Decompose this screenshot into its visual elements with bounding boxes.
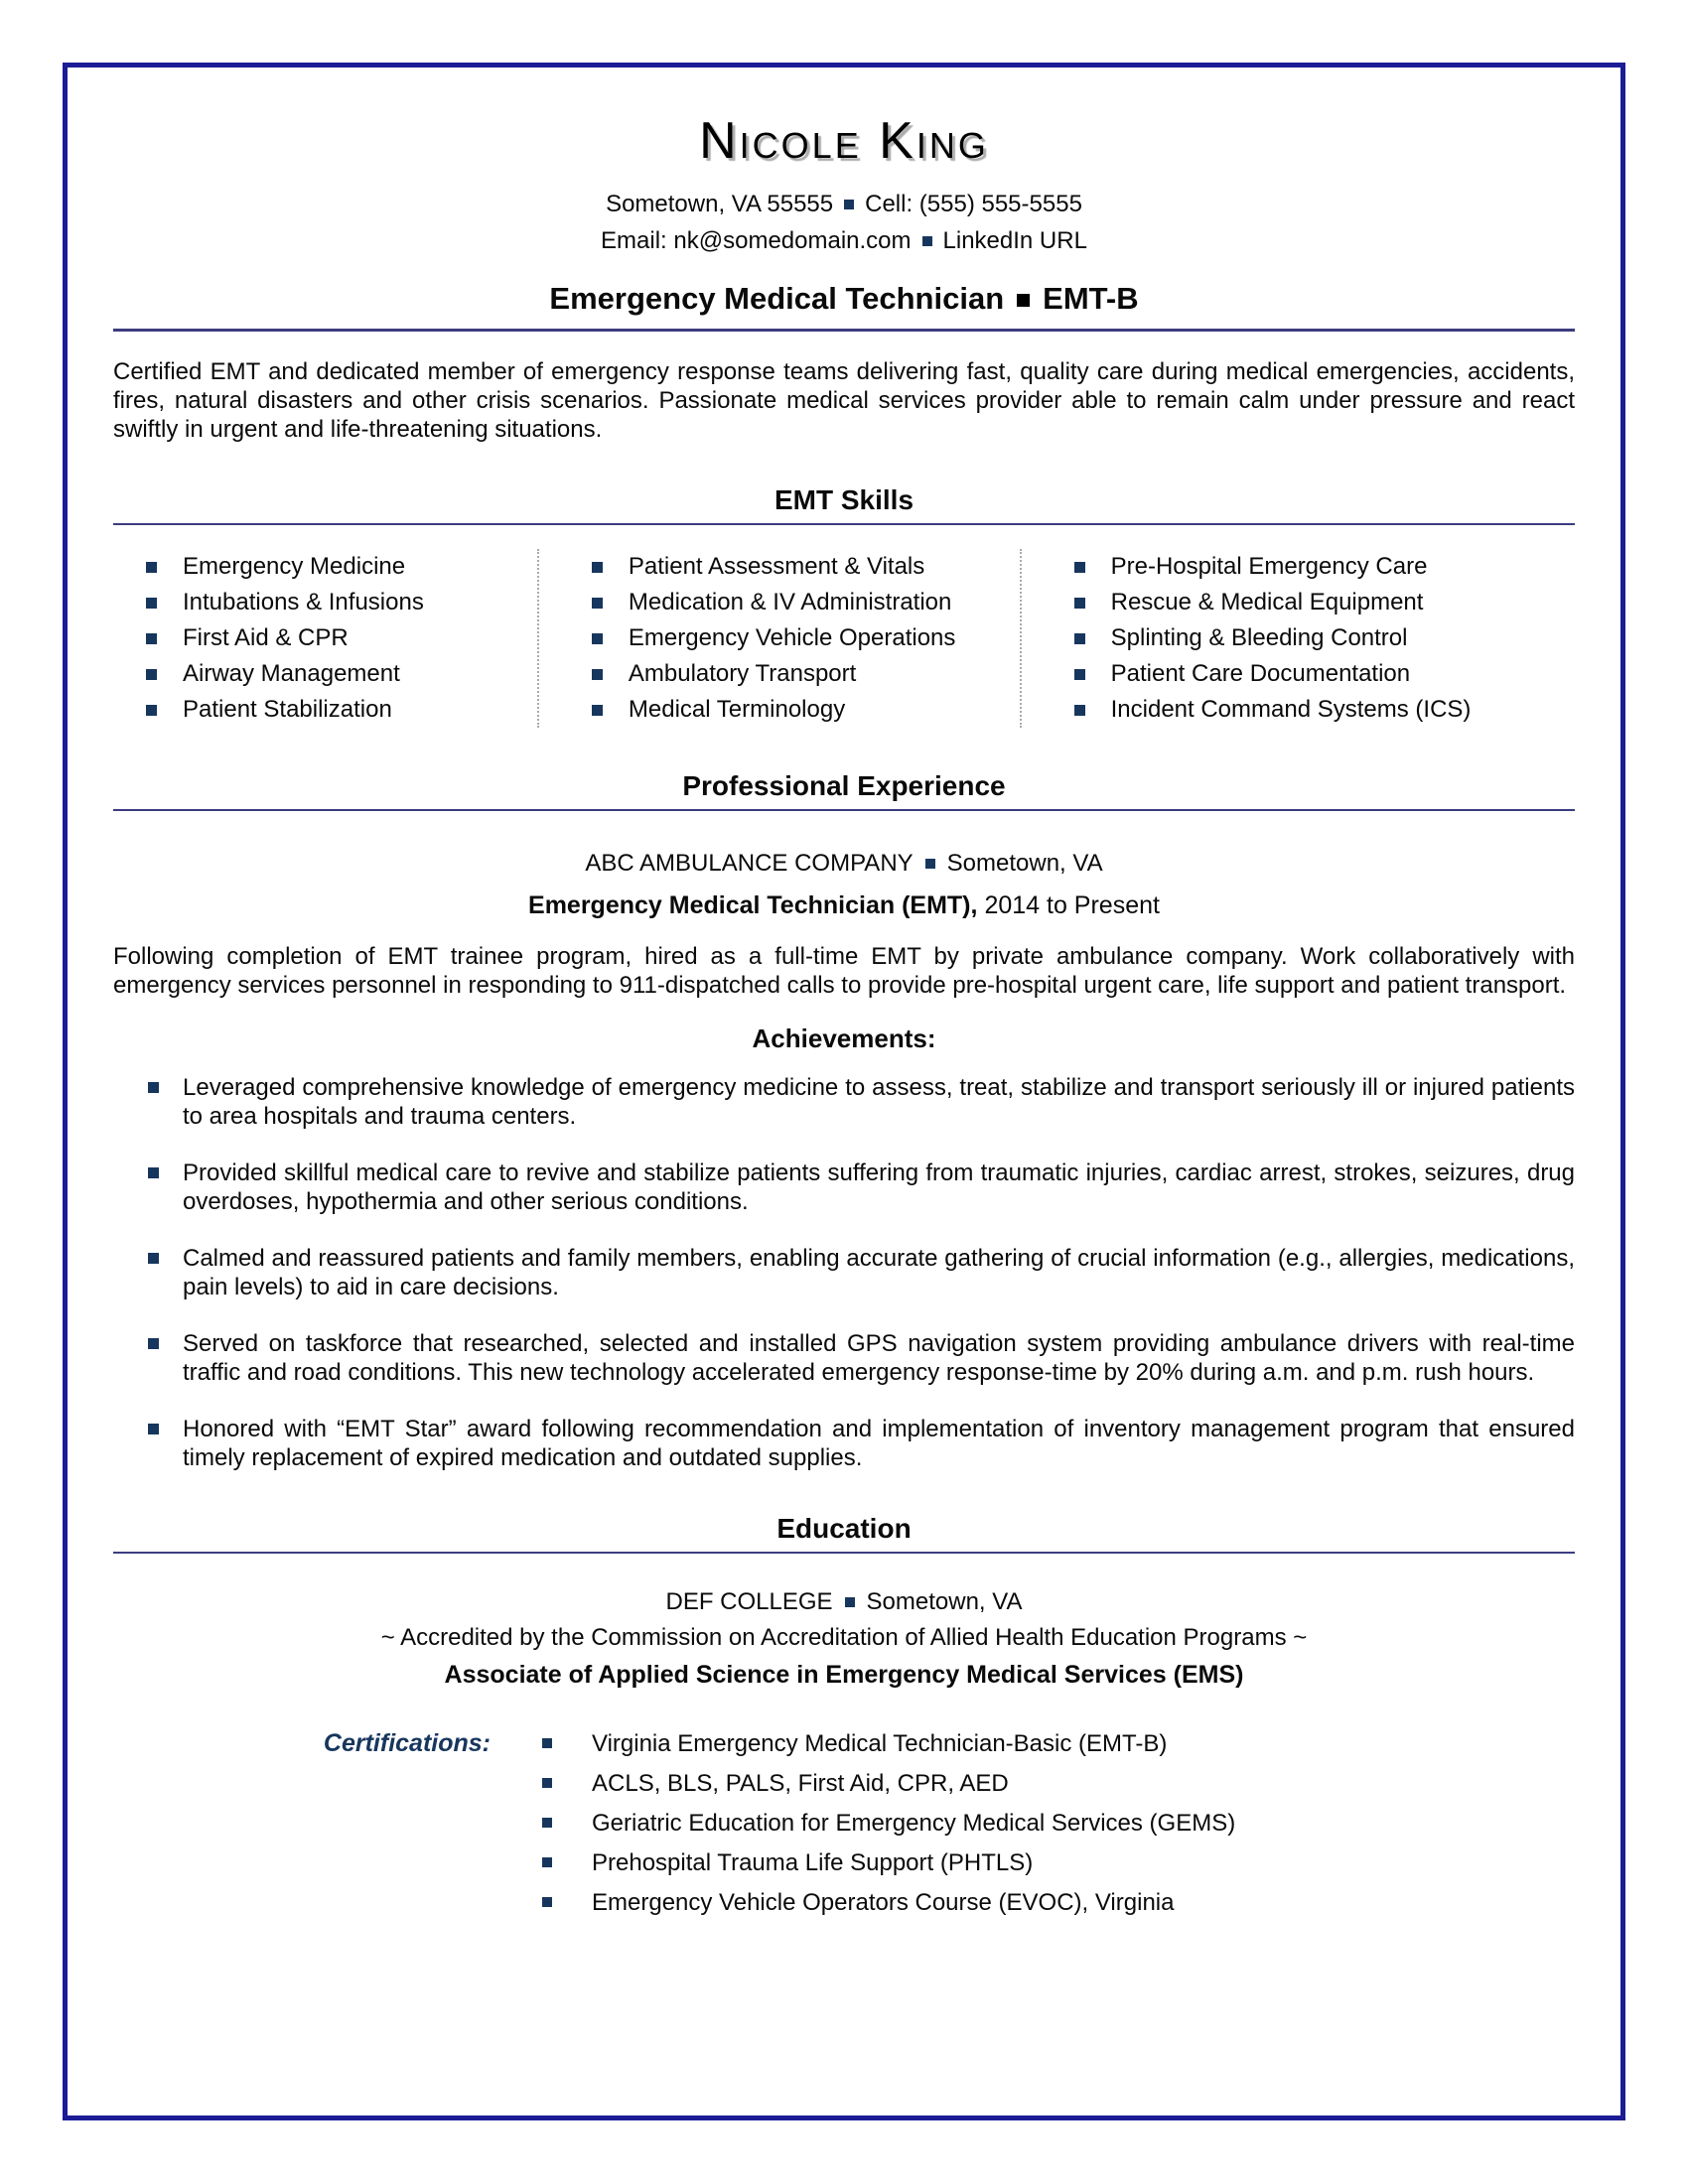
skill-item: Patient Assessment & Vitals [559, 549, 1020, 585]
skills-column-2 [537, 549, 1020, 728]
certifications-label: Certifications: [323, 1729, 491, 1758]
contact-info [113, 186, 1575, 259]
education-divider [113, 1552, 1575, 1554]
cell-phone-text: Cell: (555) 555-5555 [865, 191, 1082, 218]
title-cert-text: EMT-B [1043, 281, 1139, 317]
resume-title [113, 281, 1575, 317]
bullet-square-icon [148, 1082, 159, 1093]
summary-paragraph: Certified EMT and dedicated member of emergency response teams delivering fast, quality care during medical emergencies, accidents, fires, natural disasters and other crisis scenarios. Passionate medical services provider able to remain calm under pressure and react swiftly in urgent and life-threatening situations. [113, 358, 1575, 444]
certification-item: Emergency Vehicle Operators Course (EVOC), Virginia [542, 1888, 1235, 1917]
experience-divider [113, 809, 1575, 811]
certification-item: Geriatric Education for Emergency Medical Services (GEMS) [542, 1809, 1235, 1838]
certifications-block [113, 1729, 1575, 1928]
skills-column-1 [113, 549, 537, 728]
bullet-square-icon [146, 669, 157, 680]
skill-item: Medication & IV Administration [559, 585, 1020, 620]
bullet-square-icon [148, 1167, 159, 1178]
bullet-square-icon [592, 633, 603, 644]
accreditation-line: ~ Accredited by the Commission on Accreditation of Allied Health Education Programs ~ [380, 1624, 1308, 1652]
bullet-square-icon [1074, 562, 1085, 573]
contact-line-email-linkedin [113, 222, 1575, 259]
skills-divider [113, 523, 1575, 525]
bullet-square-icon [1074, 705, 1085, 716]
bullet-square-icon [542, 1778, 552, 1788]
separator-square-icon [844, 200, 854, 209]
section-heading-experience: Professional Experience [682, 770, 1006, 802]
candidate-name: Nicole King [699, 112, 989, 170]
college-line [113, 1587, 1575, 1617]
bullet-square-icon [146, 598, 157, 609]
skill-item: Medical Terminology [559, 692, 1020, 728]
skill-item: Pre-Hospital Emergency Care [1042, 549, 1575, 585]
section-heading-skills: EMT Skills [774, 484, 914, 516]
bullet-square-icon [146, 705, 157, 716]
position-title: Emergency Medical Technician (EMT), [528, 891, 978, 920]
title-divider [113, 329, 1575, 332]
achievements-list [113, 1073, 1575, 1472]
skill-item: Emergency Medicine [113, 549, 537, 585]
address-text: Sometown, VA 55555 [606, 191, 834, 218]
position-dates: 2014 to Present [984, 891, 1160, 920]
achievement-item: Served on taskforce that researched, selected and installed GPS navigation system providing ambulance drivers with real-time traffic and road conditions. This new technology accelerated emergency response-time by 20% during a.m. and p.m. rush hours. [113, 1329, 1575, 1387]
achievement-item: Honored with “EMT Star” award following recommendation and implementation of inventory management program that ensured timely replacement of expired medication and outdated supplies. [113, 1415, 1575, 1472]
bullet-square-icon [1074, 598, 1085, 609]
skill-item: Patient Care Documentation [1042, 656, 1575, 692]
contact-line-address-cell [113, 186, 1575, 222]
linkedin-text: LinkedIn URL [942, 227, 1087, 255]
separator-square-icon [1017, 294, 1030, 307]
certifications-list [542, 1729, 1235, 1928]
separator-square-icon [925, 859, 935, 869]
certification-item: Virginia Emergency Medical Technician-Basic (EMT-B) [542, 1729, 1235, 1758]
bullet-square-icon [592, 598, 603, 609]
bullet-square-icon [542, 1897, 552, 1907]
email-text: Email: nk@somedomain.com [601, 227, 912, 255]
bullet-square-icon [542, 1818, 552, 1828]
bullet-square-icon [148, 1424, 159, 1434]
experience-paragraph: Following completion of EMT trainee program, hired as a full-time EMT by private ambulance company. Work collaboratively with emergency services personnel in responding to 911-dispatched calls to provide pre-hospital urgent care, life support and patient transport. [113, 943, 1575, 1000]
employer-line [113, 849, 1575, 879]
title-role-text: Emergency Medical Technician [549, 281, 1005, 317]
skill-item: Rescue & Medical Equipment [1042, 585, 1575, 620]
bullet-square-icon [148, 1338, 159, 1349]
achievements-heading: Achievements: [752, 1024, 936, 1054]
bullet-square-icon [542, 1857, 552, 1867]
skill-item: Splinting & Bleeding Control [1042, 620, 1575, 656]
skill-item: First Aid & CPR [113, 620, 537, 656]
skill-item: Patient Stabilization [113, 692, 537, 728]
skill-item: Airway Management [113, 656, 537, 692]
skills-columns [113, 549, 1575, 728]
page-border-frame [63, 63, 1625, 2120]
bullet-square-icon [146, 633, 157, 644]
position-line [113, 890, 1575, 920]
bullet-square-icon [592, 562, 603, 573]
certification-item: ACLS, BLS, PALS, First Aid, CPR, AED [542, 1769, 1235, 1798]
certification-item: Prehospital Trauma Life Support (PHTLS) [542, 1848, 1235, 1877]
bullet-square-icon [148, 1253, 159, 1264]
section-heading-education: Education [776, 1513, 912, 1545]
skill-item: Ambulatory Transport [559, 656, 1020, 692]
bullet-square-icon [1074, 669, 1085, 680]
separator-square-icon [922, 236, 932, 246]
bullet-square-icon [592, 705, 603, 716]
achievement-item: Provided skillful medical care to revive and stabilize patients suffering from traumatic injuries, cardiac arrest, strokes, seizures, drug overdoses, hypothermia and other serious conditions. [113, 1159, 1575, 1216]
bullet-square-icon [146, 562, 157, 573]
skills-column-3 [1020, 549, 1575, 728]
achievement-item: Leveraged comprehensive knowledge of emergency medicine to assess, treat, stabilize and transport seriously ill or injured patients to area hospitals and trauma centers. [113, 1073, 1575, 1131]
skill-item: Intubations & Infusions [113, 585, 537, 620]
achievement-item: Calmed and reassured patients and family members, enabling accurate gathering of crucial information (e.g., allergies, medications, pain levels) to aid in care decisions. [113, 1244, 1575, 1301]
employer-location: Sometown, VA [946, 850, 1103, 878]
bullet-square-icon [592, 669, 603, 680]
degree-line: Associate of Applied Science in Emergency Medical Services (EMS) [444, 1661, 1244, 1690]
bullet-square-icon [542, 1738, 552, 1748]
college-name: DEF COLLEGE [665, 1588, 833, 1616]
employer-name: ABC AMBULANCE COMPANY [585, 850, 914, 878]
college-location: Sometown, VA [866, 1588, 1023, 1616]
skill-item: Emergency Vehicle Operations [559, 620, 1020, 656]
skill-item: Incident Command Systems (ICS) [1042, 692, 1575, 728]
bullet-square-icon [1074, 633, 1085, 644]
separator-square-icon [845, 1597, 855, 1607]
